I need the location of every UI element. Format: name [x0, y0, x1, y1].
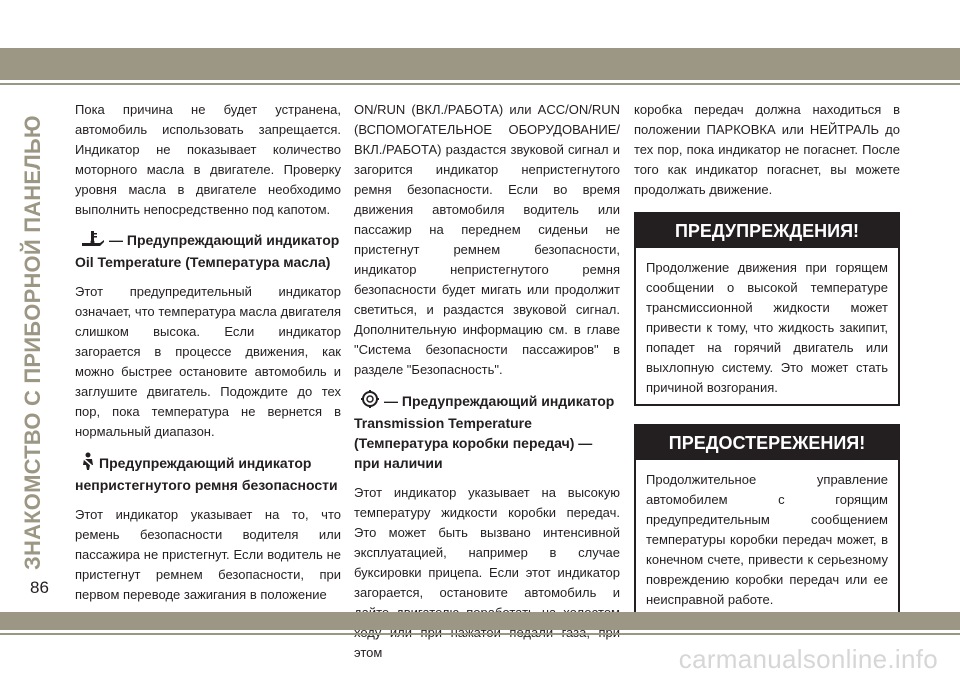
- column-2: [354, 100, 620, 673]
- chapter-title: ЗНАКОМСТВО С ПРИБОРНОЙ ПАНЕЛЬЮ: [20, 115, 45, 570]
- heading-text: — Предупреждающий индикатор Transmission Temperature (Температура коробки передач) — при наличии: [354, 393, 615, 471]
- caution-title: ПРЕДОСТЕРЕЖЕНИЯ!: [636, 426, 898, 462]
- top-margin: [0, 0, 960, 48]
- warning-title: ПРЕДУПРЕЖДЕНИЯ!: [636, 214, 898, 250]
- caution-text: Продолжительное управление автомобилем с горящим предупредительным сообщением температуры коробки передач может, в конечном счете, привести к серьезному повреждению коробки передач или ее неисправной работе.: [646, 472, 888, 607]
- warning-box: [634, 212, 900, 406]
- watermark: carmanualsonline.info: [678, 644, 938, 674]
- paragraph: коробка передач должна находиться в положении ПАРКОВКА или НЕЙТРАЛЬ до тех пор, пока индикатор не погаснет. После того как индикатор погаснет, вы можете продолжать движение.: [634, 102, 900, 197]
- column-1: [75, 100, 341, 615]
- page-number: 86: [30, 578, 49, 597]
- column-3: [634, 100, 900, 636]
- paragraph: Этот индикатор указывает на высокую температуру жидкости коробки передач. Это может быть вызвано интенсивной эксплуатацией, например в случае буксировки прицепа. Если этот индикатор загорается, остановите автомобиль и этом: [354, 485, 620, 660]
- paragraph: ON/RUN (ВКЛ./РАБОТА) или ACC/ON/RUN (ВСПОМОГАТЕЛЬНОЕ ОБОРУДОВАНИЕ/ВКЛ./РАБОТА) раздастся звуковой сигнал и загорится индикатор непристегнутого ремня безопасности. Если во время движения автомобиля водитель или пассажир на переднем сиденьи не пристегнут ремнем безопасности, индикатор непристегнутого ремня безопасности будет мигать или продолжит светиться, и раздастся звуковой сигнал. Дополнительную информацию см. в главе "Система безопасности пассажиров" в разделе "Безопасность".: [354, 102, 620, 377]
- footer-stripe: [0, 612, 960, 630]
- paragraph: Этот индикатор указывает на то, что ремень безопасности водителя или пассажира не пристегнут. Если водитель не пристегнут ремнем безопасности, при первом переводе зажигания в положение: [75, 507, 341, 602]
- section-heading: [75, 230, 341, 272]
- section-heading: [354, 390, 620, 473]
- heading-text: Предупреждающий индикатор непристегнутого ремня безопасности: [75, 455, 338, 493]
- heading-text: — Предупреждающий индикатор Oil Temperature (Температура масла): [75, 232, 340, 270]
- oil-temperature-icon: [81, 231, 105, 252]
- header-stripe: [0, 48, 960, 80]
- footer-rule: [0, 633, 960, 635]
- warning-text: Продолжение движения при горящем сообщении о высокой температуре трансмиссионной жидкости может привести к тому, что жидкость закипит, попадет на горячий двигатель или выхлопную систему. Это может стать причиной возгорания.: [646, 260, 888, 395]
- section-heading: [75, 452, 341, 495]
- caution-box: [634, 424, 900, 618]
- header-rule: [0, 83, 960, 85]
- seatbelt-icon: [81, 452, 95, 475]
- paragraph: Пока причина не будет устранена, автомобиль использовать запрещается. Индикатор не показывает количество моторного масла в двигателе. Проверку уровня масла в двигателе необходимо выполнить непосредственно под капотом.: [75, 102, 341, 217]
- transmission-temperature-icon: [360, 390, 380, 413]
- paragraph: Этот предупредительный индикатор означает, что температура масла двигателя слишком высока. Если индикатор загорается в процессе движения, как можно быстрее остановите автомобиль и заглушите двигатель. Подождите до тех пор, пока температура не вернется в нормальный диапазон.: [75, 284, 341, 439]
